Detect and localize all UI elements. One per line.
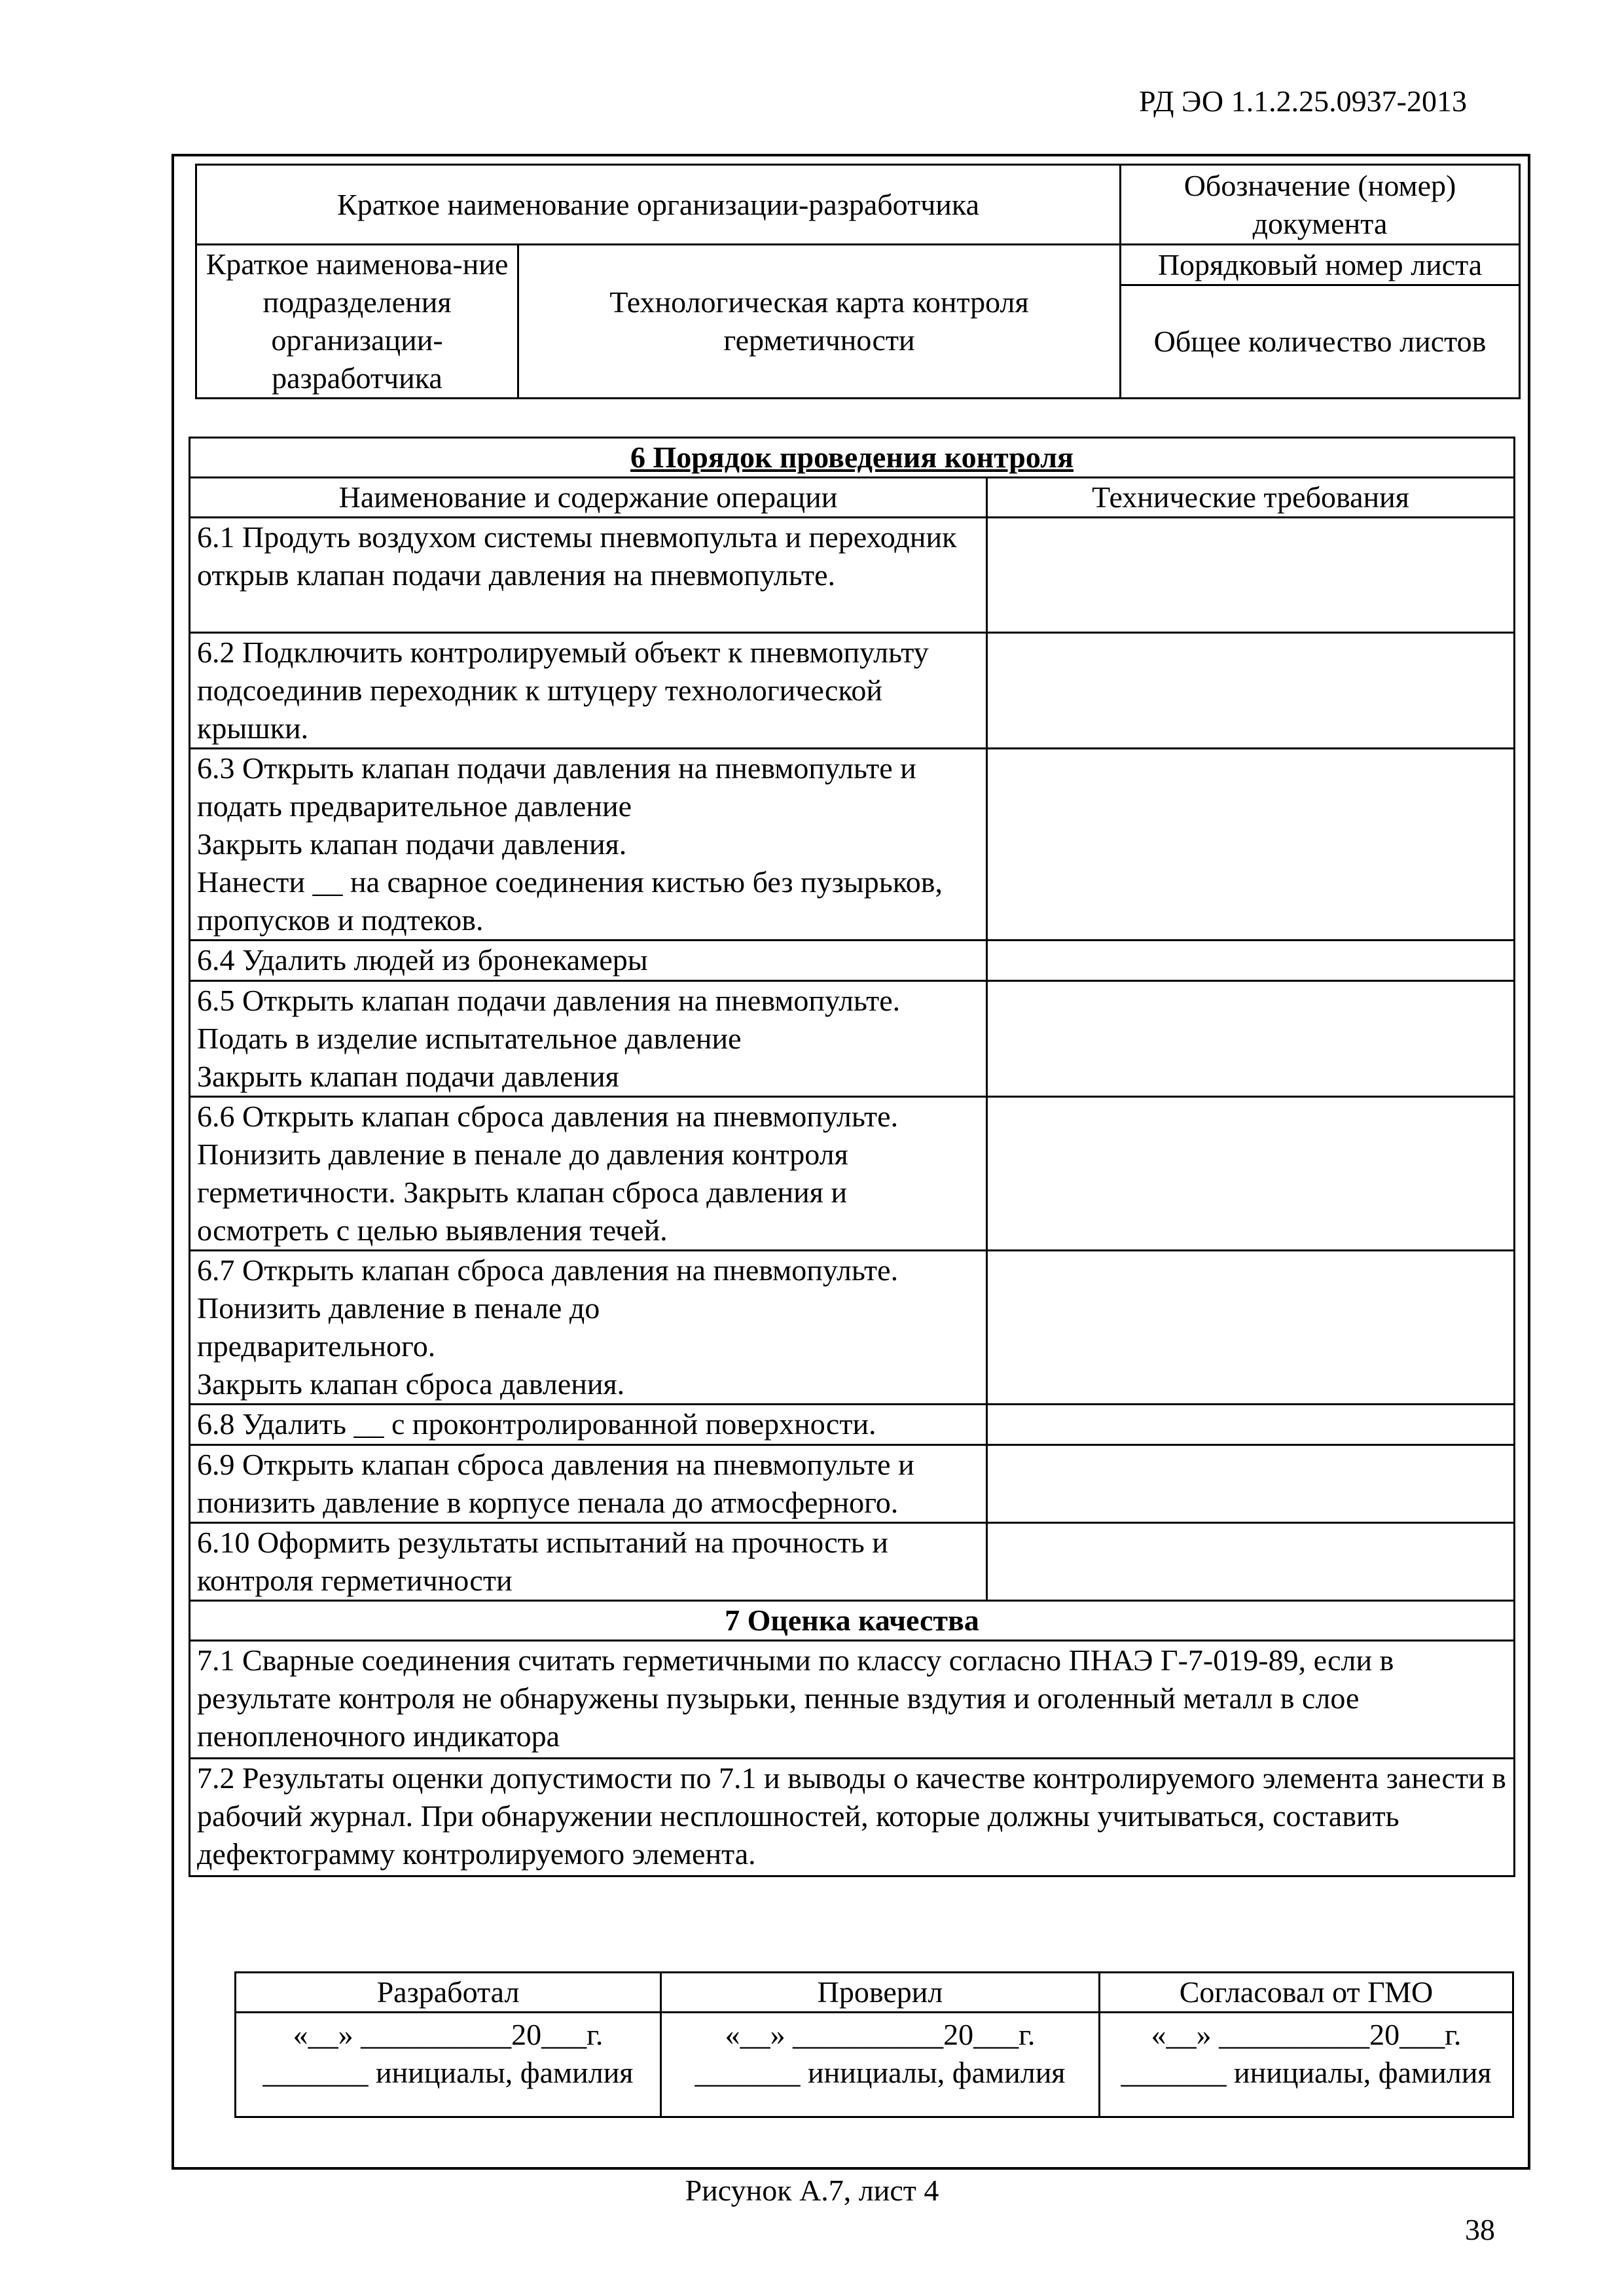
step-operation-cell [190,518,987,633]
document-code: РД ЭО 1.1.2.25.0937-2013 [1139,84,1467,118]
step-requirements-cell [987,1097,1515,1251]
step-row [190,633,1515,749]
checked-label: Проверил [817,1975,943,2009]
page-number: 38 [1465,2213,1495,2246]
step-operation-cell [190,981,987,1097]
step-requirements-cell [987,633,1515,749]
col-requirements-label: Технические требования [1092,480,1409,514]
section6-title-cell [190,438,1515,478]
step-row [190,749,1515,941]
step-operation-cell [190,1523,987,1601]
developed-signature-cell [236,2013,661,2117]
subdivision-short-name: Краткое наименова-ние подразделения организации-разработчика [206,247,509,395]
step-operation-text: 6.2 Подключить контролируемый объект к пневмопульту подсоединив переходник к штуцеру технологической крышки. [197,636,929,745]
section7-title: 7 Оценка качества [725,1604,979,1637]
step-row [190,1097,1515,1251]
step-operation-cell [190,633,987,749]
step-operation-text: 6.9 Открыть клапан сброса давления на пневмопульте и понизить давление в корпусе пенала до атмосферного. [197,1448,914,1519]
quality-item-1-text: 7.1 Сварные соединения считать герметичными по классу согласно ПНАЭ Г-7-019-89, если в результате контроля не обнаружены пузырьки, пенные вздутия и оголенный металл в слое пенопленочного индикатора [197,1643,1394,1753]
step-requirements-cell [987,1523,1515,1601]
step-operation-cell [190,941,987,981]
agreed-name-line: _______ инициалы, фамилия [1121,2056,1492,2089]
header-stamp-table [195,164,1521,399]
agreed-label: Согласовал от ГМО [1179,1975,1434,2009]
section6-title: 6 Порядок проведения контроля [630,440,1074,474]
figure-caption: Рисунок А.7, лист 4 [685,2174,939,2207]
step-row [190,981,1515,1097]
step-row [190,1445,1515,1523]
doc-designation: Обозначение (номер) документа [1183,168,1456,240]
step-row [190,1405,1515,1445]
checked-date-line: «__» __________20___г. [725,2018,1036,2051]
doc-designation-cell [1121,165,1520,245]
step-requirements-cell [987,518,1515,633]
step-operation-text: 6.3 Открыть клапан подачи давления на пневмопульте и подать предварительное давление Закрыть клапан подачи давления. Нанести __ на сварное соединения кистью без пузырьков, пропусков и подтеков. [197,751,943,937]
col-requirements-header [987,478,1515,518]
step-requirements-cell [987,1405,1515,1445]
step-requirements-cell [987,1251,1515,1405]
org-short-name-cell [196,165,1121,245]
step-requirements-cell [987,941,1515,981]
step-requirements-cell [987,981,1515,1097]
step-operation-text: 6.10 Оформить результаты испытаний на прочность и контроля герметичности [197,1526,888,1597]
developed-header [236,1973,661,2013]
col-operation-label: Наименование и содержание операции [338,480,838,514]
checked-name-line: _______ инициалы, фамилия [695,2056,1066,2089]
step-operation-text: 6.4 Удалить людей из бронекамеры [197,943,648,977]
signature-table [234,1971,1514,2118]
card-title: Технологическая карта контроля герметичности [609,285,1029,357]
checked-header [661,1973,1100,2013]
quality-item-2-text: 7.2 Результаты оценки допустимости по 7.1 и выводы о качестве контролируемого элемента занести в рабочий журнал. При обнаружении несплошностей, которые должны учитываться, составить дефектограмму контролируемого элемента. [197,1761,1506,1871]
checked-signature-cell [661,2013,1100,2117]
step-row [190,518,1515,633]
step-operation-text: 6.6 Открыть клапан сброса давления на пневмопульте. Понизить давление в пенале до давления контроля герметичности. Закрыть клапан сброса давления и осмотреть с целью выявления течей. [197,1100,899,1247]
step-operation-text: 6.1 Продуть воздухом системы пневмопульта и переходник открыв клапан подачи давления на пневмопульте. [197,520,957,592]
procedure-table [189,437,1515,1877]
agreed-date-line: «__» __________20___г. [1151,2018,1462,2051]
total-sheets-cell [1121,285,1520,399]
steps-body [190,518,1515,1601]
total-sheets-label: Общее количество листов [1153,325,1487,359]
step-operation-cell [190,1445,987,1523]
subdivision-short-name-cell [196,245,518,399]
step-operation-text: 6.7 Открыть клапан сброса давления на пневмопульте. Понизить давление в пенале до предварительного. Закрыть клапан сброса давления. [197,1253,899,1401]
step-operation-cell [190,1251,987,1405]
step-operation-text: 6.8 Удалить __ с проконтролированной поверхности. [197,1407,876,1441]
step-operation-text: 6.5 Открыть клапан подачи давления на пневмопульте. Подать в изделие испытательное давление Закрыть клапан подачи давления [197,984,901,1093]
quality-item-2 [190,1759,1515,1876]
step-operation-cell [190,1405,987,1445]
agreed-header [1100,1973,1513,2013]
card-title-cell [518,245,1121,399]
step-requirements-cell [987,1445,1515,1523]
quality-item-1 [190,1641,1515,1759]
developed-name-line: _______ инициалы, фамилия [262,2056,634,2089]
step-row [190,941,1515,981]
col-operation-header [190,478,987,518]
developed-label: Разработал [376,1975,520,2009]
sheet-number-label: Порядковый номер листа [1157,247,1483,281]
developed-date-line: «__» __________20___г. [293,2018,604,2051]
step-row [190,1523,1515,1601]
agreed-signature-cell [1100,2013,1513,2117]
step-operation-cell [190,749,987,941]
section7-title-cell [190,1601,1515,1641]
step-requirements-cell [987,749,1515,941]
step-operation-cell [190,1097,987,1251]
sheet-number-cell [1121,245,1520,285]
org-short-name: Краткое наименование организации-разработчика [337,187,979,221]
step-row [190,1251,1515,1405]
